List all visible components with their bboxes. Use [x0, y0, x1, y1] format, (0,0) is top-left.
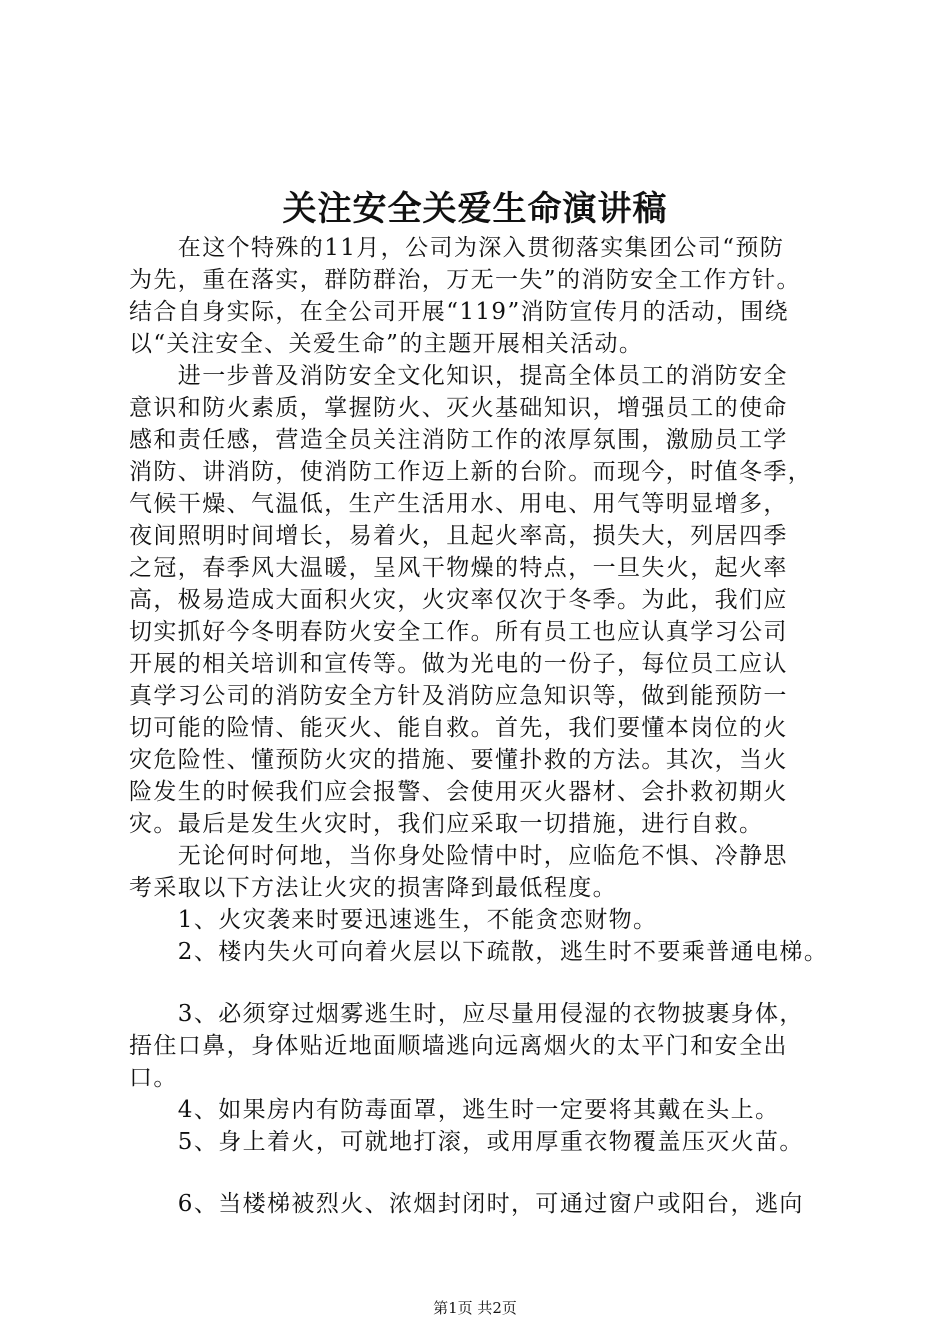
text-line: 3、必须穿过烟雾逃生时，应尽量用侵湿的衣物披裹身体， [129, 1001, 804, 1027]
text-line: 高，极易造成大面积火灾，火灾率仅次于冬季。为此，我们应 [129, 587, 788, 613]
text-line: 2、楼内失火可向着火层以下疏散，逃生时不要乘普通电梯。 [129, 939, 829, 965]
text-line: 6、当楼梯被烈火、浓烟封闭时，可通过窗户或阳台，逃向 [129, 1191, 804, 1217]
text-line: 感和责任感，营造全员关注消防工作的浓厚氛围，激励员工学 [129, 427, 788, 453]
text-line: 在这个特殊的11月，公司为深入贯彻落实集团公司“预防 [129, 235, 785, 261]
text-line: 考采取以下方法让火灾的损害降到最低程度。 [129, 875, 617, 901]
text-line: 意识和防火素质，掌握防火、灭火基础知识，增强员工的使命 [129, 395, 788, 421]
text-line: 真学习公司的消防安全方针及消防应急知识等，做到能预防一 [129, 683, 788, 709]
text-line: 5、身上着火，可就地打滚，或用厚重衣物覆盖压灭火苗。 [129, 1129, 804, 1155]
blank-line [129, 968, 849, 998]
page-footer: 第1页 共2页 [433, 1299, 517, 1317]
text-line: 险发生的时候我们应会报警、会使用灭火器材、会扑救初期火 [129, 779, 788, 805]
text-line: 消防、讲消防，使消防工作迈上新的台阶。而现今，时值冬季， [129, 459, 813, 485]
document-body [129, 232, 849, 1220]
text-line: 开展的相关培训和宣传等。做为光电的一份子，每位员工应认 [129, 651, 788, 677]
text-line: 1、火灾袭来时要迅速逃生，不能贪恋财物。 [129, 907, 658, 933]
text-line: 进一步普及消防安全文化知识，提高全体员工的消防安全 [129, 363, 788, 389]
text-line: 4、如果房内有防毒面罩，逃生时一定要将其戴在头上。 [129, 1097, 780, 1123]
text-line: 口。 [129, 1065, 178, 1091]
text-line: 切实抓好今冬明春防火安全工作。所有员工也应认真学习公司 [129, 619, 788, 645]
text-line: 灾。最后是发生火灾时，我们应采取一切措施，进行自救。 [129, 811, 764, 837]
text-line: 气候干燥、气温低，生产生活用水、用电、用气等明显增多， [129, 491, 788, 517]
text-line: 之冠，春季风大温暖，呈风干物燥的特点，一旦失火，起火率 [129, 555, 788, 581]
document-title: 关注安全关爱生命演讲稿 [282, 189, 668, 229]
text-line: 捂住口鼻，身体贴近地面顺墙逃向远离烟火的太平门和安全出 [129, 1033, 788, 1059]
text-line: 夜间照明时间增长，易着火，且起火率高，损失大，列居四季 [129, 523, 788, 549]
text-line: 切可能的险情、能灭火、能自救。首先，我们要懂本岗位的火 [129, 715, 788, 741]
blank-line [129, 1158, 849, 1188]
text-line: 以“关注安全、关爱生命”的主题开展相关活动。 [129, 331, 644, 357]
text-line: 为先，重在落实，群防群治，万无一失”的消防安全工作方针。 [129, 267, 801, 293]
text-line: 结合自身实际，在全公司开展“119”消防宣传月的活动，围绕 [129, 299, 790, 325]
text-line: 灾危险性、懂预防火灾的措施、要懂扑救的方法。其次，当火 [129, 747, 788, 773]
text-line: 无论何时何地，当你身处险情中时，应临危不惧、冷静思 [129, 843, 788, 869]
